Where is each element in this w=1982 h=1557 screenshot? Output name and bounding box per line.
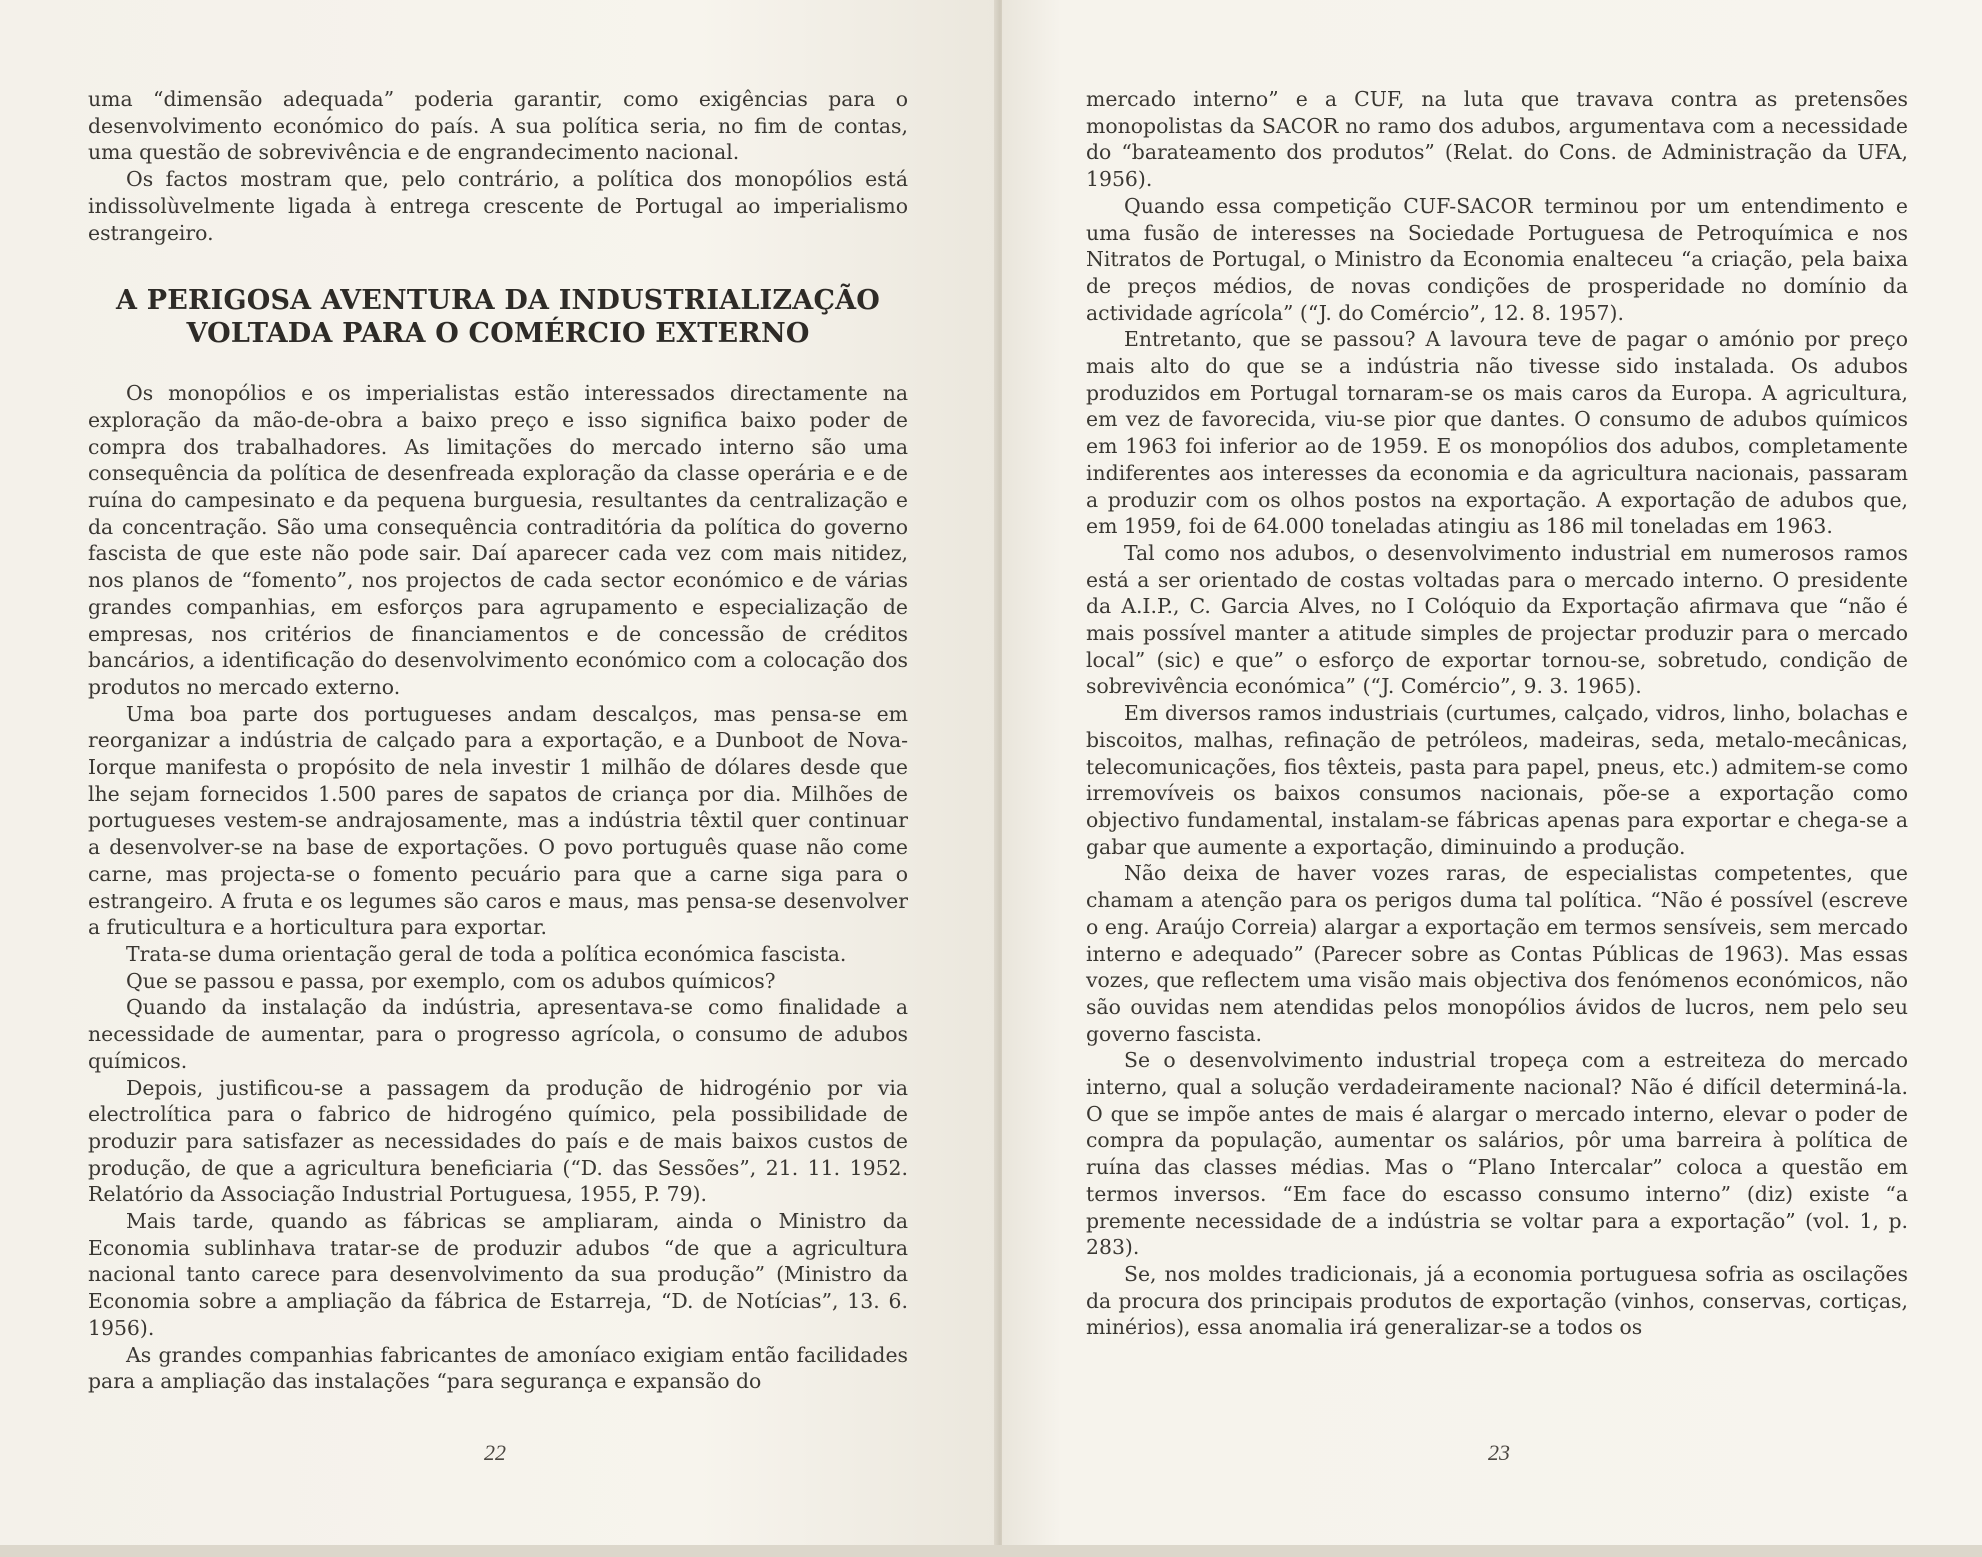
paragraph: mercado interno” e a CUF, na luta que travava contra as pretensões monopolistas da SACOR no ramo dos adubos, argumentava com a necessidade do “barateamento dos produtos” (Relat. do Cons. de Administração da UFA, 1956). — [1086, 87, 1908, 192]
paragraph: Se, nos moldes tradicionais, já a economia portuguesa sofria as oscilações da procura dos principais produtos de exportação (vinhos, conservas, cortiças, minérios), essa anomalia irá generalizar-se a todos os — [1086, 1261, 1908, 1340]
right-text-column — [1086, 86, 1908, 1341]
page-number-right: 23 — [1488, 1440, 1510, 1465]
heading-line-2: VOLTADA PARA O COMÉRCIO EXTERNO — [186, 318, 810, 350]
paragraph: Os factos mostram que, pelo contrário, a política dos monopólios está indissolùvelmente ligada à entrega crescente de Portugal ao imperialismo estrangeiro. — [88, 167, 908, 245]
heading-line-1: A PERIGOSA AVENTURA DA INDUSTRIALIZAÇÃO — [115, 285, 880, 317]
paragraph: Trata-se duma orientação geral de toda a política económica fascista. — [126, 941, 847, 966]
paragraph: Que se passou e passa, por exemplo, com os adubos químicos? — [126, 968, 776, 993]
paragraph: Quando da instalação da indústria, apresentava-se como finalidade a necessidade de aumentar, para o progresso agrícola, o consumo de adubos químicos. — [88, 995, 908, 1073]
left-page — [0, 0, 998, 1545]
paragraph: Se o desenvolvimento industrial tropeça com a estreiteza do mercado interno, qual a solução verdadeiramente nacional? Não é difícil determiná-la. O que se impõe antes de mais é alargar o mercado interno, elevar o poder de compra da população, aumentar os salários, pôr uma barreira à política de ruína das classes médias. Mas o “Plano Intercalar” coloca a questão em termos inversos. “Em face do escasso consumo interno” (diz) existe “a premente necessidade de a indústria se voltar para a exportação” (vol. 1, p. 283). — [1086, 1048, 1908, 1260]
paragraph: Os monopólios e os imperialistas estão interessados directamente na exploração da mão-de-obra a baixo preço e isso significa baixo poder de compra dos trabalhadores. As limitações do mercado interno são uma consequência da política de desenfreada exploração da classe operária e e de ruína do campesinato e da pequena burguesia, resultantes da centralização e da concentração. São uma consequência contraditória da política do governo fascista de que este não pode sair. Daí aparecer cada vez com mais nitidez, nos planos de “fomento”, nos projectos de cada sector económico e de várias grandes companhias, em esforços para agrupamento e especialização de empresas, nos critérios de financiamentos e de concessão de créditos bancários, a identificação do desenvolvimento económico com a colocação dos produtos no mercado externo. — [88, 381, 908, 699]
paragraph: Tal como nos adubos, o desenvolvimento industrial em numerosos ramos está a ser orientado de costas voltadas para o mercado interno. O presidente da A.I.P., C. Garcia Alves, no I Colóquio da Exportação afirmava que “não é mais possível manter a atitude simples de projectar produzir para o mercado local” (sic) e que” o esforço de exportar tornou-se, sobretudo, condição de sobrevivência económica” (“J. Comércio”, 9. 3. 1965). — [1086, 540, 1908, 699]
paragraph: Depois, justificou-se a passagem da produção de hidrogénio por via electrolítica para o fabrico de hidrogéno químico, pela possibilidade de produzir para satisfazer as necessidades do país e de mais baixos custos de produção, de que a agricultura beneficiaria (“D. das Sessões”, 21. 11. 1952. Relatório da Associação Industrial Portuguesa, 1955, P. 79). — [88, 1075, 908, 1207]
paragraph: Uma boa parte dos portugueses andam descalços, mas pensa-se em reorganizar a indústria de calçado para a exportação, e a Dunboot de Nova-Iorque manifesta o propósito de nela investir 1 milhão de dólares desde que lhe sejam fornecidos 1.500 pares de sapatos de criança por dia. Milhões de portugueses vestem-se andrajosamente, mas a indústria têxtil quer continuar a desenvolver-se na base de exportações. O povo português quase não come carne, mas projecta-se o fomento pecuário para que a carne siga para o estrangeiro. A fruta e os legumes são caros e maus, mas pensa-se desenvolver a fruticultura e a horticultura para exportar. — [88, 701, 908, 940]
paragraph: Mais tarde, quando as fábricas se ampliaram, ainda o Ministro da Economia sublinhava tratar-se de produzir adubos “de que a agricultura nacional tanto carece para desenvolvimento da sua produção” (Ministro da Economia sobre a ampliação da fábrica de Estarreja, “D. de Notícias”, 13. 6. 1956). — [88, 1209, 908, 1340]
left-text-column — [88, 86, 908, 1395]
paragraph: As grandes companhias fabricantes de amoníaco exigiam então facilidades para a ampliação das instalações “para segurança e expansão do — [88, 1342, 908, 1394]
paragraph: Quando essa competição CUF-SACOR terminou por um entendimento e uma fusão de interesses na Sociedade Portuguesa de Petroquímica e nos Nitratos de Portugal, o Ministro da Economia enalteceu “a criação, pela baixa de preços médios, de novas condições de prosperidade no domínio da actividade agrícola” (“J. do Comércio”, 12. 8. 1957). — [1086, 193, 1908, 325]
paragraph: Não deixa de haver vozes raras, de especialistas competentes, que chamam a atenção para os perigos duma tal política. “Não é possível (escreve o eng. Araújo Correia) alargar a exportação em termos sensíveis, sem mercado interno e adequado” (Parecer sobre as Contas Públicas de 1963). Mas essas vozes, que reflectem uma visão mais objectiva dos fenómenos económicos, não são ouvidas nem atendidas pelos monopólios ávidos de lucros, nem pelo seu governo fascista. — [1086, 861, 1908, 1046]
paragraph: Em diversos ramos industriais (curtumes, calçado, vidros, linho, bolachas e biscoitos, malhas, refinação de petróleos, madeiras, seda, metalo-mecânicas, telecomunicações, fios têxteis, pasta para papel, pneus, etc.) admitem-se como irremovíveis os baixos consumos nacionais, põe-se a exportação como objectivo fundamental, instalam-se fábricas apenas para exportar e chega-se a gabar que aumente a exportação, diminuindo a produção. — [1086, 701, 1908, 859]
paragraph: Entretanto, que se passou? A lavoura teve de pagar o amónio por preço mais alto do que se a indústria não tivesse sido instalada. Os adubos produzidos em Portugal tornaram-se os mais caros da Europa. A agricultura, em vez de favorecida, viu-se pior que dantes. O consumo de adubos químicos em 1963 foi inferior ao de 1959. E os monopólios dos adubos, completamente indiferentes aos interesses da economia e da agricultura nacionais, passaram a produzir com os olhos postos na exportação. A exportação de adubos que, em 1959, foi de 64.000 toneladas atingiu as 186 mil toneladas em 1963. — [1086, 327, 1908, 539]
page-bottom-edge — [0, 1545, 1982, 1557]
section-heading — [88, 284, 908, 350]
page-number-left: 22 — [484, 1440, 506, 1465]
right-page — [1002, 0, 1982, 1545]
paragraph: uma “dimensão adequada” poderia garantir, como exigências para o desenvolvimento económico do país. A sua política seria, no fim de contas, uma questão de sobrevivência e de engrandecimento nacional. — [88, 87, 908, 165]
